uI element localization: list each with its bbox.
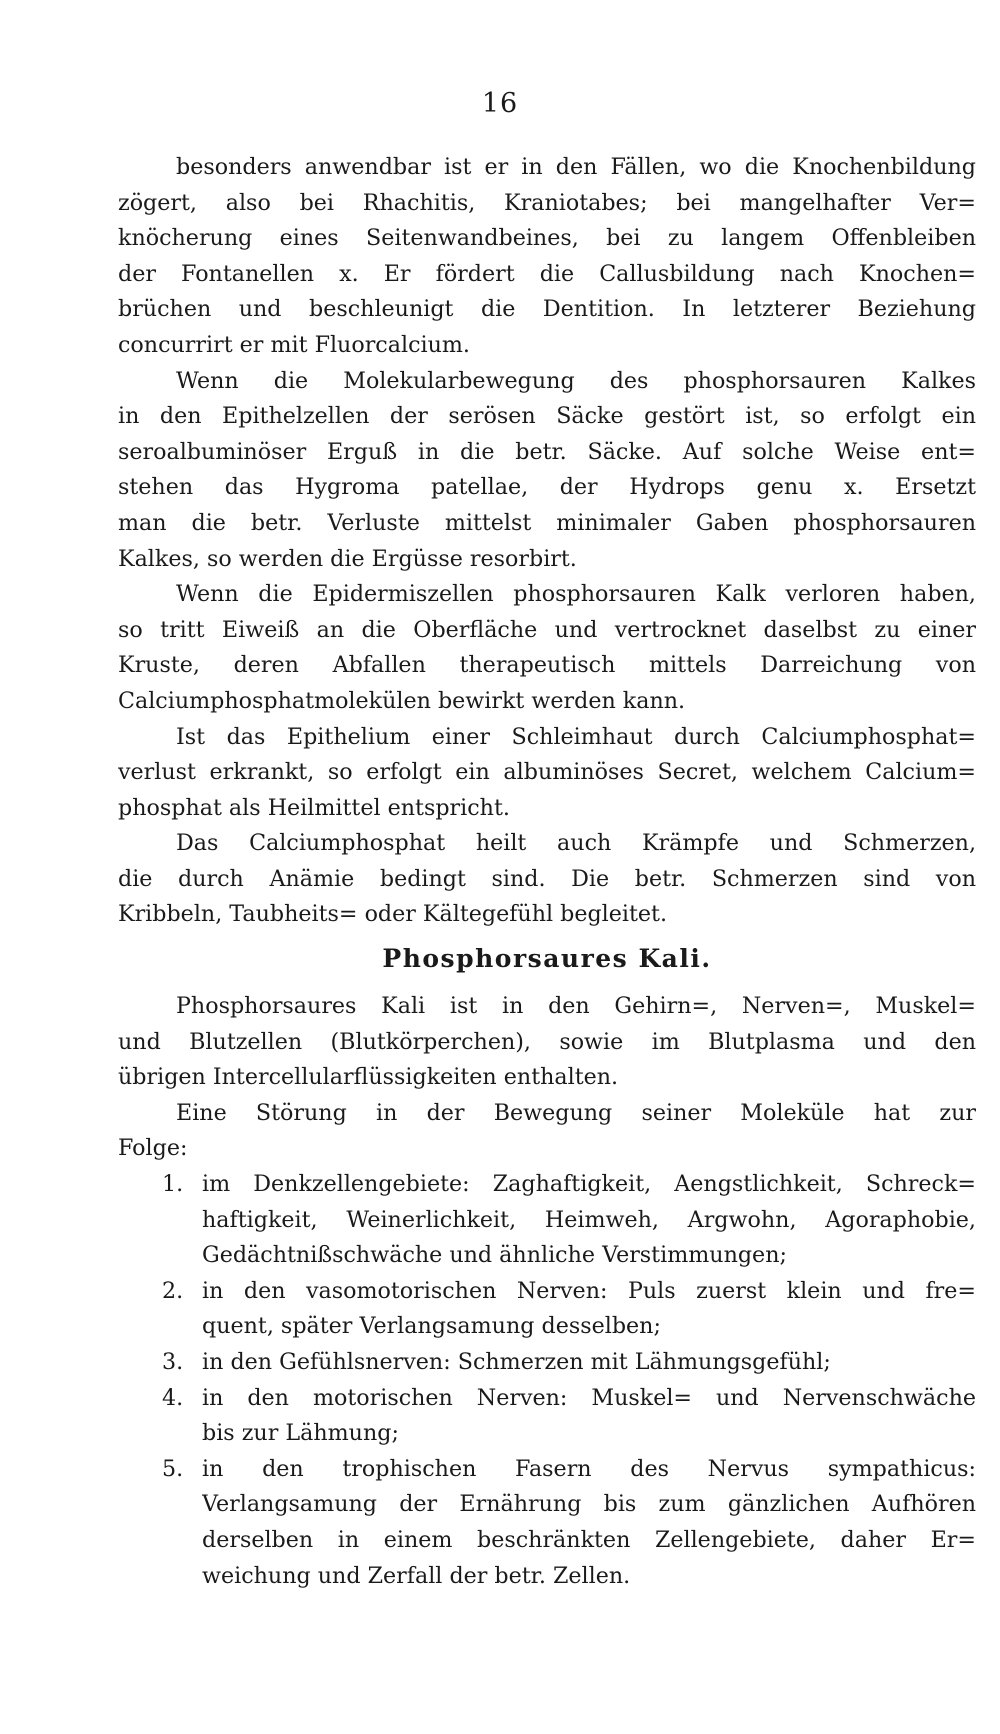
list-item-text-line: Verlangsamung der Ernährung bis zum gänzlichen Aufhören [202, 1491, 976, 1518]
text-line: Das Calciumphosphat heilt auch Krämpfe und Schmerzen, [176, 830, 976, 857]
list-item [118, 1452, 976, 1594]
list-item-number: 5. [162, 1455, 184, 1482]
text-line: Ist das Epithelium einer Schleimhaut durch Calciumphosphat= [176, 723, 976, 750]
text-line: die durch Anämie bedingt sind. Die betr. Schmerzen sind von [118, 865, 976, 892]
list-item [118, 1274, 976, 1345]
text-line: brüchen und beschleunigt die Dentition. In letzterer Beziehung [118, 296, 976, 323]
paragraph [118, 1096, 976, 1167]
list-item [118, 1381, 976, 1452]
text-line: stehen das Hygroma patellae, der Hydrops genu x. Ersetzt [118, 474, 976, 501]
text-line: Wenn die Epidermiszellen phosphorsauren Kalk verloren haben, [176, 581, 976, 608]
paragraph [118, 577, 976, 719]
text-line: Eine Störung in der Bewegung seiner Moleküle hat zur [176, 1099, 976, 1126]
list-item-text-line: in den vasomotorischen Nerven: Puls zuerst klein und fre= [202, 1277, 976, 1304]
text-line: der Fontanellen x. Er fördert die Callusbildung nach Knochen= [118, 260, 976, 287]
paragraph [118, 989, 976, 1096]
list-item-text-line: im Denkzellengebiete: Zaghaftigkeit, Aengstlichkeit, Schreck= [202, 1171, 976, 1198]
text-line: Kribbeln, Taubheits= oder Kältegefühl begleitet. [118, 901, 668, 928]
list-item-text-line: in den Gefühlsnerven: Schmerzen mit Lähmungsgefühl; [202, 1349, 831, 1375]
text-line: besonders anwendbar ist er in den Fällen, wo die Knochenbildung [176, 154, 976, 180]
text-line: so tritt Eiweiß an die Oberfläche und vertrocknet daselbst zu einer [118, 616, 976, 643]
list-item-number: 1. [162, 1171, 184, 1198]
page-number: 16 [481, 88, 519, 119]
text-line: Calciumphosphatmolekülen bewirkt werden kann. [118, 687, 686, 714]
text-line: Folge: [118, 1135, 188, 1162]
paragraph [118, 364, 976, 578]
paragraph [118, 720, 976, 827]
text-line: zögert, also bei Rhachitis, Kraniotabes; bei mangelhafter Ver= [118, 189, 976, 216]
list-item-text-line: bis zur Lähmung; [202, 1420, 399, 1447]
text-line: Phosphorsaures Kali ist in den Gehirn=, Nerven=, Muskel= [176, 993, 976, 1020]
text-line: concurrirt er mit Fluorcalcium. [118, 331, 470, 358]
text-line: phosphat als Heilmittel entspricht. [118, 794, 510, 821]
section-heading: Phosphorsaures Kali. [382, 944, 712, 974]
list-item-text-line: Gedächtnißschwäche und ähnliche Verstimmungen; [202, 1242, 787, 1269]
text-line: in den Epithelzellen der serösen Säcke gestört ist, so erfolgt ein [118, 403, 976, 430]
list-item-text-line: quent, später Verlangsamung desselben; [202, 1313, 661, 1340]
text-line: knöcherung eines Seitenwandbeines, bei zu langem Offenbleiben [118, 225, 976, 252]
text-line: Kruste, deren Abfallen therapeutisch mittels Darreichung von [118, 652, 976, 679]
list-item-text-line: weichung und Zerfall der betr. Zellen. [202, 1562, 631, 1589]
list-item [118, 1167, 976, 1274]
text-line: Kalkes, so werden die Ergüsse resorbirt. [118, 545, 577, 572]
list-item-text-line: in den trophischen Fasern des Nervus sympathicus: [202, 1455, 976, 1482]
body-text-after-heading [118, 989, 976, 1167]
list-item-number: 3. [162, 1349, 184, 1375]
text-line: man die betr. Verluste mittelst minimaler Gaben phosphorsauren [118, 509, 976, 536]
list-item-number: 2. [162, 1277, 184, 1304]
text-line: seroalbuminöser Erguß in die betr. Säcke. Auf solche Weise ent= [118, 438, 976, 465]
list-item-text-line: haftigkeit, Weinerlichkeit, Heimweh, Argwohn, Agoraphobie, [202, 1206, 976, 1233]
text-line: und Blutzellen (Blutkörperchen), sowie im Blutplasma und den [118, 1028, 976, 1055]
page-body [118, 150, 976, 1594]
list-item [118, 1345, 976, 1381]
list-item-text-line: derselben in einem beschränkten Zellengebiete, daher Er= [202, 1526, 976, 1553]
text-line: Wenn die Molekularbewegung des phosphorsauren Kalkes [176, 367, 976, 394]
numbered-list [118, 1167, 976, 1594]
text-line: verlust erkrankt, so erfolgt ein albuminöses Secret, welchem Calcium= [118, 759, 976, 786]
paragraph [118, 150, 976, 364]
list-item-text-line: in den motorischen Nerven: Muskel= und Nervenschwäche [202, 1384, 976, 1411]
paragraph [118, 826, 976, 933]
list-item-number: 4. [162, 1384, 184, 1411]
text-line: übrigen Intercellularflüssigkeiten enthalten. [118, 1064, 619, 1091]
body-text-before-heading [118, 150, 976, 933]
